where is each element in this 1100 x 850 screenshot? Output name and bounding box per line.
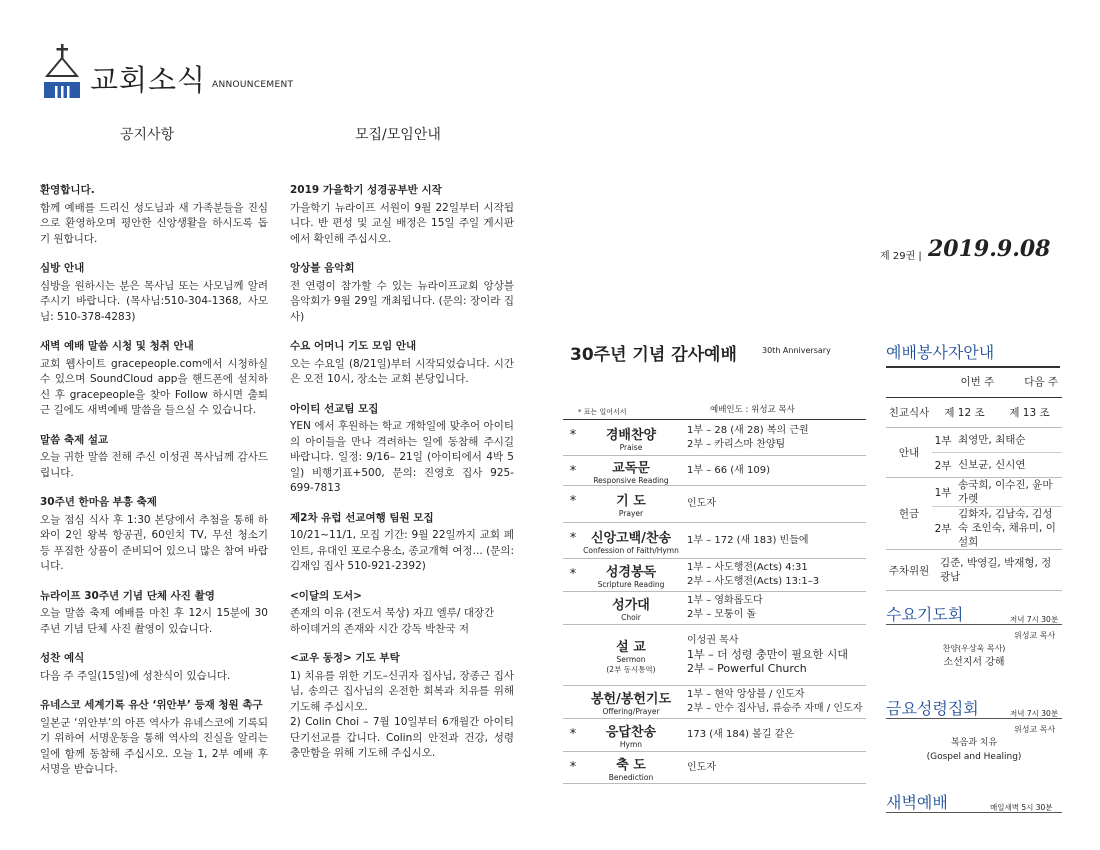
this-week-value: 제 12 조	[944, 407, 985, 419]
service-item-detail	[679, 625, 866, 685]
service-item-en: Scripture Reading	[597, 580, 665, 589]
service-row	[563, 752, 866, 784]
volunteer-subs	[932, 428, 1062, 477]
volunteer-sub	[932, 428, 1062, 452]
notice-column	[40, 183, 268, 792]
recruit-item-body: 10/21~11/1, 모집 기간: 9월 22일까지 교회 페인트, 유대인 포로수용소, 종교개혁 여정... (문의: 김재임 집사 510-921-2392)	[290, 529, 514, 572]
notice-item-title: 유네스코 세계기록 유산 ‘위안부’ 등재 청원 촉구	[40, 699, 263, 711]
service-item-detail	[679, 719, 866, 751]
meeting-desc: 찬양(우상욱 목사)	[942, 644, 1006, 653]
recruit-item	[290, 339, 514, 388]
recruit-item-body: YEN 에서 후원하는 학교 개학일에 맞추어 아이티의 아이들을 만나 격려하는 일에 동참해 주시길 바랍니다. 일정: 9/16– 21일 (아이티에서 4박 5일) 비행기표+500, 문의: 진영호 집사 925-699-7813	[290, 420, 514, 494]
service-row	[563, 559, 866, 592]
notice-item	[40, 651, 268, 684]
volunteer-subs	[932, 478, 1062, 549]
volunteers-table	[886, 368, 1062, 591]
notice-item-title: 30주년 한마음 부흥 축제	[40, 496, 157, 508]
volunteers-title: 예배봉사자안내	[886, 343, 995, 362]
meeting-title: 금요성령집회	[886, 699, 979, 718]
notice-item-body: 함께 예배를 드리신 성도님과 새 가족분들을 진심으로 환영하오며 평안한 신앙생활을 하시도록 돕기 원합니다.	[40, 201, 268, 245]
standing-mark: *	[569, 428, 577, 443]
service-subtitle: 30th Anniversary	[762, 346, 831, 355]
service-item-detail	[679, 592, 866, 624]
notice-item-body: 오늘 말씀 축제 예배를 마친 후 12시 15분에 30주년 기념 단체 사진 촬영이 있습니다.	[40, 607, 268, 635]
volunteer-names: 송국희, 이수진, 윤마가렛	[958, 479, 1053, 505]
service-detail-line: 2부 – 카리스마 찬양팀	[687, 438, 786, 450]
service-row	[563, 592, 866, 625]
service-item-ko: 축 도	[616, 757, 646, 773]
service-item-ko: 교독문	[612, 460, 650, 476]
meeting-time: 매일새벽 5시 30분	[990, 803, 1053, 812]
meeting-desc: 복음과 치유	[950, 738, 998, 748]
service-detail-line: 2부 – 모퉁이 돌	[687, 609, 757, 620]
notice-item-body: 다음 주 주일(15일)에 성찬식이 있습니다.	[40, 669, 231, 682]
notice-item	[40, 698, 268, 778]
service-detail-line: 1부 – 더 성령 충만이 필요한 시대	[687, 648, 848, 661]
service-item-en: Confession of Faith/Hymn	[583, 545, 679, 555]
recruit-item-title: 제2차 유럽 선교여행 팀원 모집	[290, 511, 434, 524]
notice-item-title: 성찬 예식	[40, 652, 85, 664]
service-detail-line: 이성권 목사	[687, 635, 739, 646]
service-item-name	[583, 752, 679, 783]
meeting-title: 수요기도회	[886, 605, 964, 624]
issue-date: 2019.9.08	[928, 236, 1051, 262]
service-item-detail	[679, 559, 866, 591]
page-title: 교회소식	[90, 63, 207, 97]
issue-number: 제 29권 |	[880, 251, 922, 262]
service-title: 30주년 기념 감사예배	[570, 345, 737, 365]
service-item-name	[583, 592, 679, 624]
service-row	[563, 486, 866, 523]
service-row	[563, 523, 866, 559]
standing-mark: *	[569, 567, 577, 582]
meeting-pastor: 위성교 목사	[1014, 725, 1056, 734]
recruit-item-title: 앙상블 음악회	[290, 262, 355, 274]
volunteer-sub	[932, 478, 1062, 506]
service-item-detail	[679, 456, 866, 485]
service-row	[563, 625, 866, 686]
next-week-header: 다음 주	[1024, 376, 1058, 388]
service-item-name	[583, 456, 679, 485]
recruit-item	[290, 589, 514, 638]
recruit-item-title: <교우 동정> 기도 부탁	[290, 652, 400, 664]
service-item-ko: 신앙고백/찬송	[590, 530, 672, 546]
service-detail-line: 인도자	[687, 761, 716, 773]
service-detail-line: 2부 – 안수 집사님, 류승주 자매 / 인도자	[687, 703, 863, 714]
notice-item	[40, 589, 268, 638]
recruit-item-body: 존재의 이유 (전도서 묵상) 자끄 엘루/ 대장간 하이데거의 존재와 시간 강독 박찬국 저	[290, 607, 495, 635]
service-item-detail	[679, 523, 866, 558]
standing-mark	[563, 625, 583, 685]
notice-item-title: 뉴라이프 30주년 기념 단체 사진 촬영	[40, 589, 215, 602]
church-icon	[42, 42, 86, 100]
service-detail-line: 1부 – 66 (새 109)	[687, 464, 771, 476]
service-item-ko: 응답찬송	[605, 725, 657, 740]
service-detail-line: 2부 – 사도행전(Acts) 13:1–3	[687, 576, 820, 587]
volunteer-sub	[932, 506, 1062, 549]
this-week-header: 이번 주	[960, 376, 995, 388]
notice-item-body: 오늘 귀한 말씀 전해 주신 이성권 목사님께 감사드립니다.	[40, 451, 268, 479]
standing-mark: *	[569, 464, 577, 479]
service-item-en: Prayer	[618, 509, 644, 518]
service-item-ko: 설 교	[616, 639, 646, 655]
volunteer-weeks	[932, 398, 1062, 427]
recruit-item-body: 오는 수요일 (8/21일)부터 시작되었습니다. 시간은 오전 10시, 장소는 교회 본당입니다.	[290, 357, 514, 385]
service-item-en: Responsive Reading	[593, 475, 669, 485]
recruit-item-title: 수요 어머니 기도 모임 안내	[290, 340, 417, 352]
meeting-desc: (Gospel and Healing)	[926, 752, 1022, 762]
notice-heading: 공지사항	[120, 127, 175, 143]
service-item-name	[583, 559, 679, 591]
service-detail-line: 인도자	[687, 498, 716, 509]
volunteer-row	[886, 478, 1062, 550]
volunteer-names: 김준, 박영길, 박재형, 정광남	[940, 557, 1052, 583]
recruit-item-title: 2019 가을학기 성경공부반 시작	[290, 184, 442, 196]
service-leader: 예배인도 : 위성교 목사	[710, 405, 795, 415]
volunteer-role: 안내	[898, 447, 920, 459]
service-item-name	[583, 486, 679, 522]
volunteer-role: 친교식사	[888, 407, 930, 419]
volunteer-row	[886, 550, 1062, 591]
page-subtitle: ANNOUNCEMENT	[212, 80, 294, 90]
standing-mark: *	[569, 494, 577, 509]
recruit-item	[290, 183, 514, 247]
standing-mark	[563, 686, 583, 718]
service-detail-line: 1부 – 사도행전(Acts) 4:31	[687, 562, 808, 573]
volunteer-service-label: 1부	[934, 434, 952, 447]
service-item-en: Praise	[619, 442, 643, 452]
notice-item-body: 심방을 원하시는 분은 목사님 또는 사모님께 알려 주시기 바랍니다. (목사님:510-304-1368, 사모님: 510-378-4283)	[40, 279, 268, 323]
standing-mark: *	[569, 760, 577, 775]
notice-item-body: 교회 웹사이트 gracepeople.com에서 시청하실 수 있으며 SoundCloud app을 핸드폰에 설치하신 후 gracepeople을 찾아 Follow 하시면 출퇴근 길에도 새벽예배 말씀을 들으실 수 있습니다.	[40, 357, 268, 416]
service-item-name	[583, 523, 679, 558]
service-item-name	[583, 420, 679, 455]
recruit-item-body: 가을학기 뉴라이프 서원이 9월 22일부터 시작됩니다. 반 편성 및 교실 배정은 15일 주일 게시판에서 확인해 주십시오.	[290, 201, 514, 245]
recruit-item-title: 아이티 선교팀 모집	[290, 402, 379, 415]
standing-mark	[563, 592, 583, 624]
volunteer-sub	[932, 452, 1062, 477]
recruit-item	[290, 651, 514, 762]
service-item-ko: 성경봉독	[605, 565, 657, 580]
service-item-detail	[679, 420, 866, 455]
service-item-en: Sermon	[616, 654, 646, 664]
standing-note: * 표는 일어서서	[578, 408, 627, 416]
service-item-en: Choir	[621, 613, 641, 622]
service-row	[563, 456, 866, 486]
notice-item-body: 일본군 ‘위안부’의 아픈 역사가 유네스코에 기록되기 위하여 서명운동을 통해 역사의 진실을 알리는 일에 함께 동참해 주십시오. 오늘 1, 2부 예배 후 서명을 받습니다.	[40, 716, 268, 775]
service-detail-line: 1부 – 28 (새 28) 복의 근원	[687, 424, 809, 436]
meeting-desc: 소선지서 강해	[943, 657, 1005, 668]
service-row	[563, 686, 866, 719]
volunteer-names: 김화자, 김남숙, 김성숙 조인숙, 채유미, 이설희	[958, 508, 1056, 548]
service-row	[563, 719, 866, 752]
meeting-time: 저녁 7시 30분	[1010, 615, 1059, 624]
recruit-column	[290, 183, 514, 776]
volunteer-role: 주차위원	[888, 564, 930, 577]
volunteers-header	[886, 368, 1062, 398]
service-item-detail	[679, 752, 866, 783]
service-item-ko: 경배찬양	[605, 427, 657, 443]
service-item-name	[583, 686, 679, 718]
volunteer-row	[886, 428, 1062, 478]
recruit-item	[290, 261, 514, 325]
volunteer-service-label: 1부	[934, 486, 952, 499]
notice-item-title: 말씀 축제 설교	[40, 433, 109, 446]
notice-item	[40, 261, 268, 325]
service-item-en2: (2부 동시통역)	[606, 664, 656, 674]
service-item-name	[583, 625, 679, 685]
standing-mark: *	[569, 727, 577, 742]
service-item-ko: 성가대	[612, 598, 650, 613]
service-row	[563, 420, 866, 456]
service-item-en: Hymn	[619, 740, 643, 749]
next-week-value: 제 13 조	[1009, 407, 1050, 419]
standing-mark: *	[569, 531, 577, 546]
meeting-title: 새벽예배	[886, 793, 948, 812]
service-detail-line: 1부 – 영화롭도다	[687, 595, 763, 606]
recruit-item	[290, 511, 514, 575]
service-item-name	[583, 719, 679, 751]
service-item-ko: 봉헌/봉헌기도	[590, 692, 672, 707]
volunteer-names: 최영만, 최태순	[958, 434, 1026, 446]
notice-item-title: 심방 안내	[40, 262, 85, 274]
recruit-item-title: <이달의 도서>	[290, 589, 362, 602]
notice-item	[40, 433, 268, 482]
volunteer-service-label: 2부	[934, 522, 952, 535]
notice-item	[40, 495, 268, 575]
volunteer-row	[886, 398, 1062, 428]
service-item-detail	[679, 686, 866, 718]
service-detail-line: 2부 – Powerful Church	[687, 662, 807, 675]
service-detail-line: 173 (새 184) 볼길 같은	[687, 729, 794, 740]
volunteer-service-label: 2부	[934, 459, 952, 472]
recruit-item	[290, 402, 514, 497]
volunteer-role: 헌금	[898, 508, 920, 520]
notice-item-title: 환영합니다.	[40, 184, 95, 196]
notice-item-title: 새벽 예배 말씀 시청 및 청취 안내	[40, 340, 194, 352]
service-item-en: Benediction	[608, 772, 654, 782]
service-detail-line: 1부 – 172 (새 183) 빈들에	[687, 534, 809, 546]
notice-item	[40, 183, 268, 247]
recruit-item-body: 1) 치유를 위한 기도–신귀자 집사님, 장종근 집사님, 송의근 집사님의 온전한 회복과 치유를 위해 기도해 주십시오. 2) Colin Choi – 7월 10일부터 6개월간 아이티 단기선교를 갑니다. Colin의 안전과 건강, 성령 충만함을 위해 기도해 주십시오.	[290, 669, 514, 759]
service-order-table	[563, 419, 866, 784]
notice-item-body: 오늘 점심 식사 후 1:30 본당에서 추첨을 통해 하와이 2인 왕복 항공권, 60인치 TV, 무선 청소기 등 푸짐한 상품이 준비되어 있으니 많은 참여 바랍니다.	[40, 513, 268, 572]
volunteer-names: 신보균, 신시연	[958, 459, 1026, 471]
service-item-ko: 기 도	[616, 494, 646, 509]
service-detail-line: 1부 – 현악 앙상블 / 인도자	[687, 689, 805, 700]
service-item-en: Offering/Prayer	[602, 707, 660, 716]
recruit-item-body: 전 연령이 참가할 수 있는 뉴라이프교회 앙상블 음악회가 9월 29일 개최됩니다. (문의: 장이라 집사)	[290, 279, 514, 323]
service-item-detail	[679, 486, 866, 522]
notice-item	[40, 339, 268, 419]
meeting-pastor: 위성교 목사	[1014, 631, 1056, 640]
recruit-heading: 모집/모임안내	[355, 127, 441, 143]
meeting-time: 저녁 7시 30분	[1010, 709, 1059, 718]
